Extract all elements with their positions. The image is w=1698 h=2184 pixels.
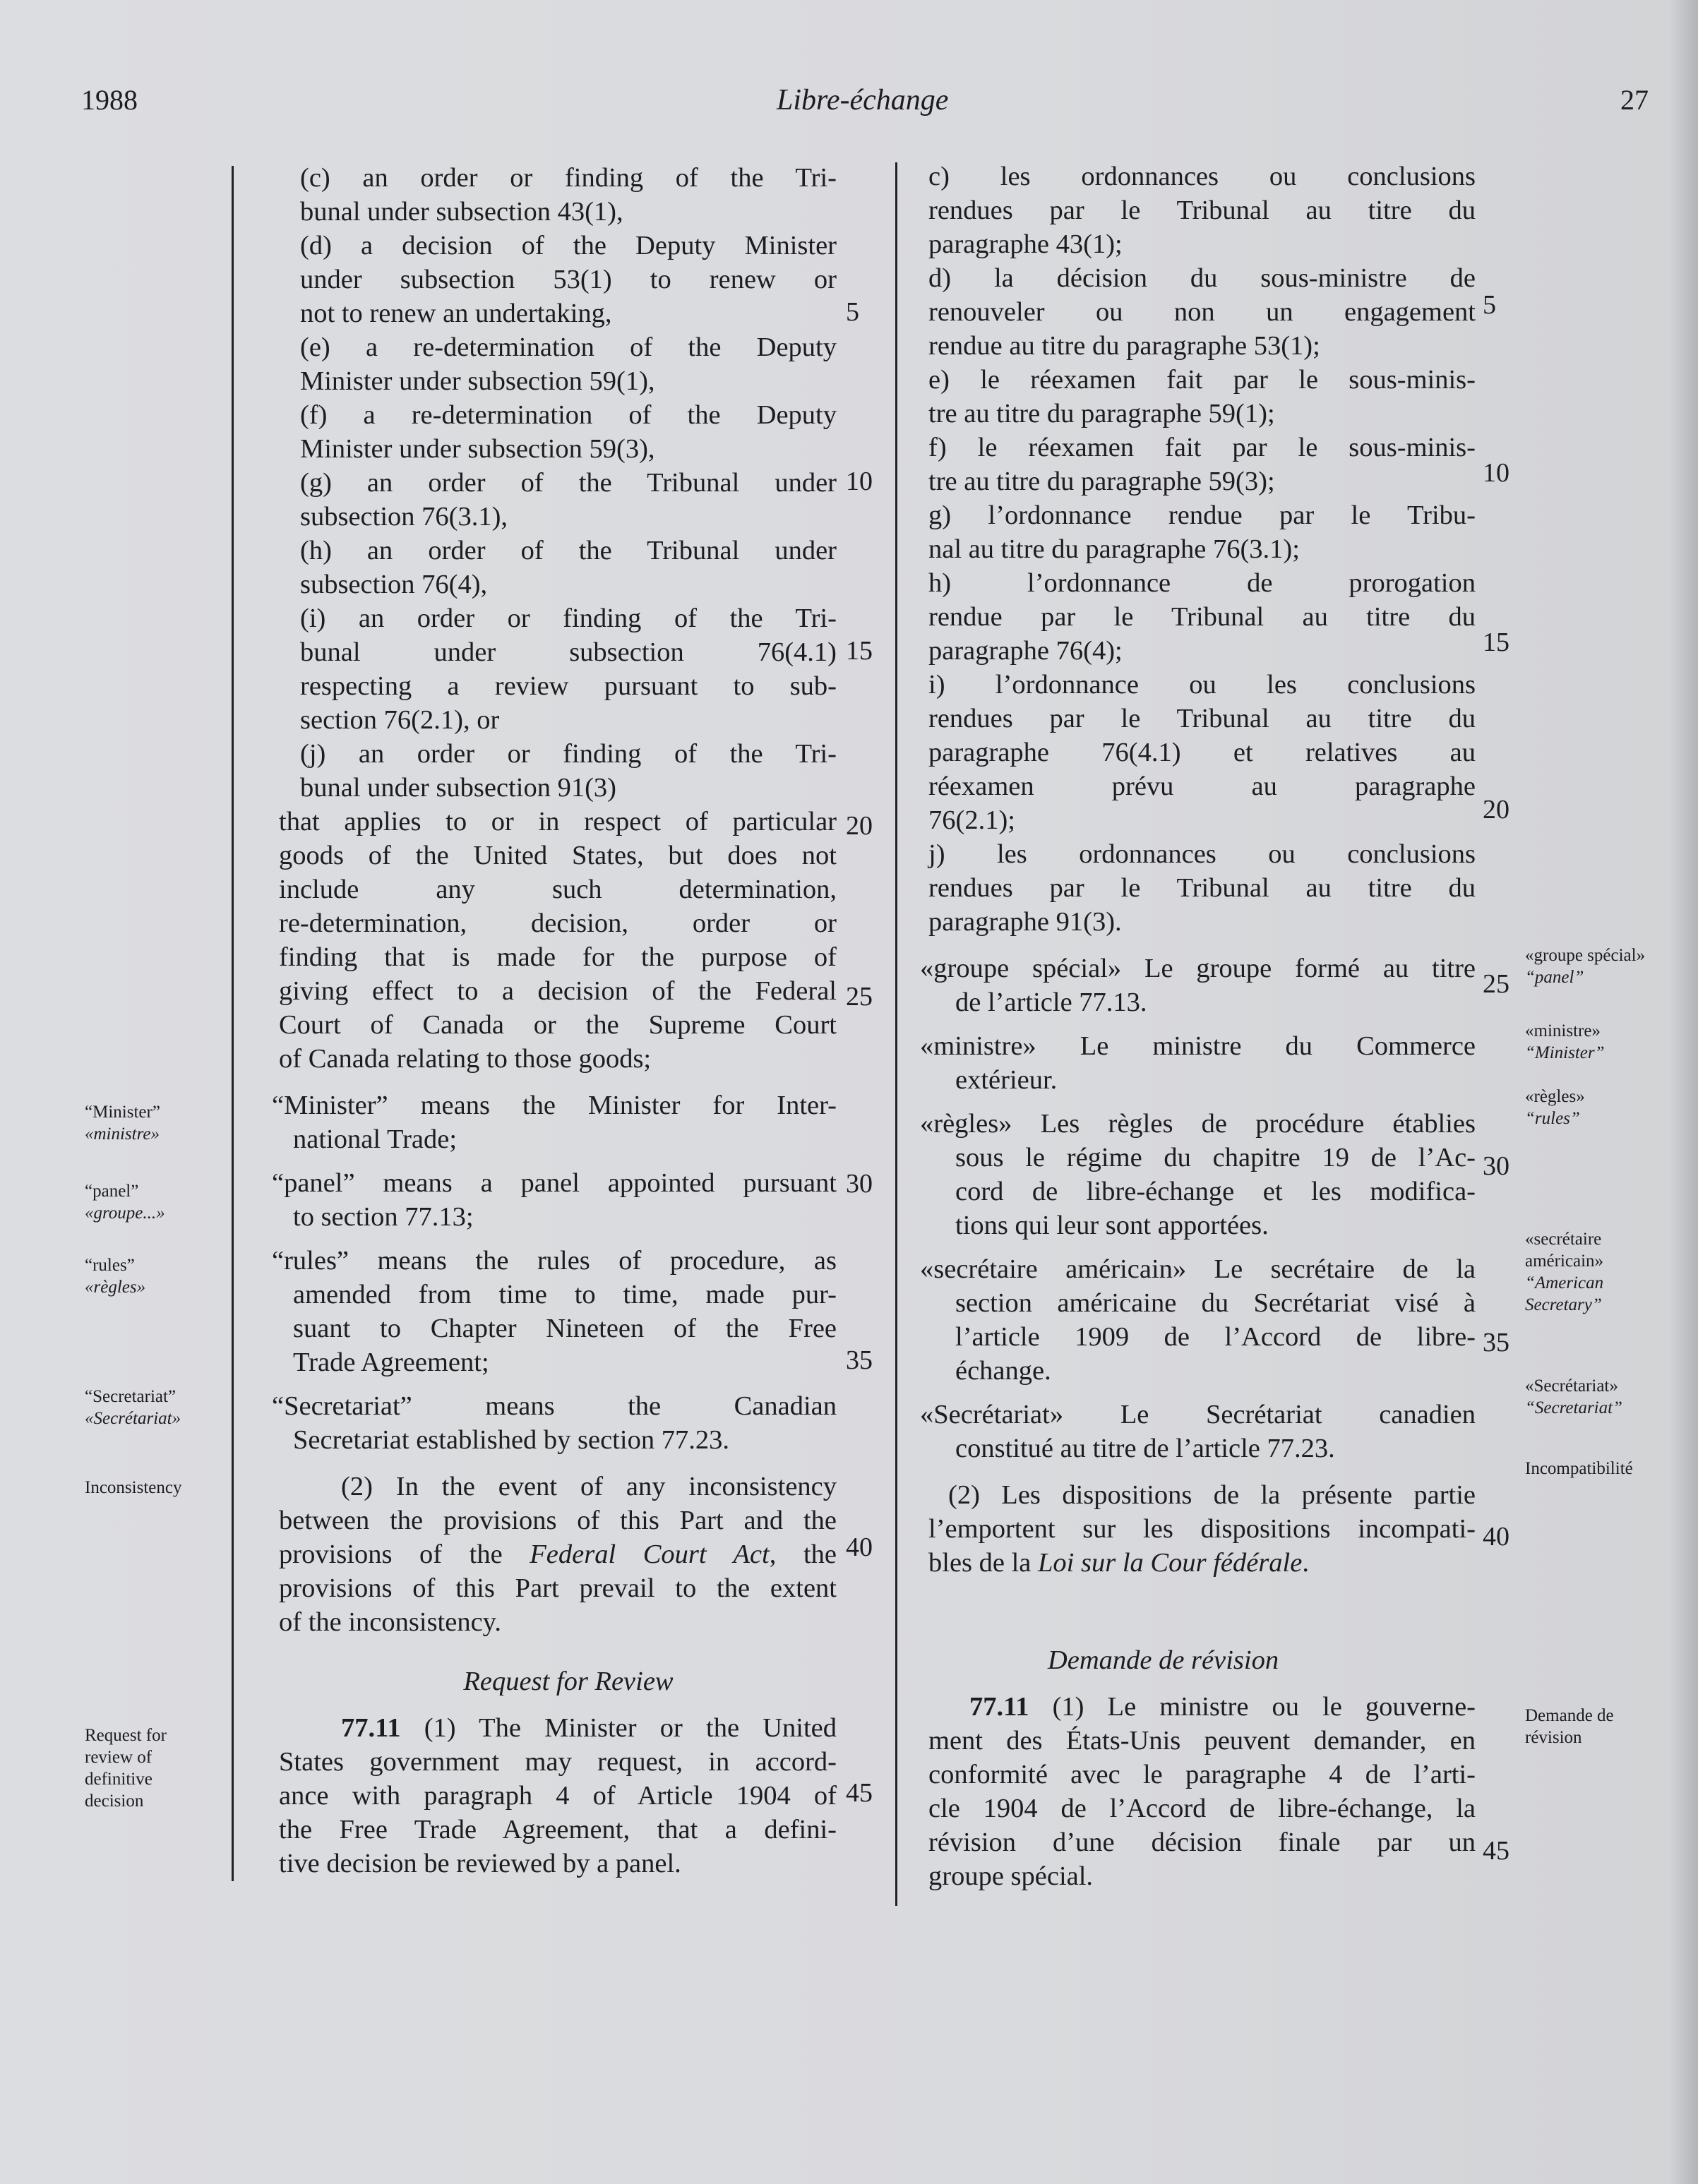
margin-note-inconsistency: Inconsistency (85, 1478, 182, 1497)
french-definition (920, 1398, 1476, 1465)
french-paragraph-line: rendues par le Tribunal au titre du (928, 196, 1476, 225)
french-definition-line: sous le régime du chapitre 19 de l’Ac- (955, 1143, 1476, 1172)
margin-note-panel: “panel” «groupe...» (85, 1182, 165, 1223)
header-title: Libre-échange (777, 84, 949, 116)
english-definition-line: Secretariat established by section 77.23. (293, 1425, 729, 1455)
french-definition-line: «ministre» Le ministre du Commerce (920, 1031, 1476, 1061)
english-paragraph-line: goods of the United States, but does not (279, 841, 837, 870)
french-section-line-6: groupe spécial. (928, 1861, 1094, 1891)
french-paragraph-line: rendues par le Tribunal au titre du (928, 704, 1476, 733)
french-paragraph-line: renouveler ou non un engagement (928, 297, 1476, 327)
line-number-fr-40: 40 (1483, 1522, 1509, 1552)
english-definition (272, 1244, 837, 1379)
english-section-line-2: States government may request, in accord- (279, 1747, 837, 1777)
english-section-number: 77.11 (341, 1713, 401, 1743)
english-paragraph-line: respecting a review pursuant to sub- (300, 671, 837, 701)
english-paragraph-line: bunal under subsection 43(1), (300, 197, 623, 227)
french-paragraph-line: c) les ordonnances ou conclusions (928, 162, 1476, 191)
french-paragraph-line: rendue par le Tribunal au titre du (928, 602, 1476, 632)
line-number-en-15: 15 (846, 636, 873, 666)
english-paragraph-line: Minister under subsection 59(1), (300, 366, 655, 396)
center-column-rule (895, 162, 897, 1906)
english-paragraph-line: that applies to or in respect of particular (279, 807, 837, 836)
english-definition-line: suant to Chapter Nineteen of the Free (293, 1314, 837, 1343)
french-paragraph-line: d) la décision du sous-ministre de (928, 263, 1476, 293)
margin-note-secretaire-americain: «secrétaire américain» “American Secretary” (1525, 1230, 1604, 1314)
french-section-line-4: cle 1904 de l’Accord de libre-échange, la (928, 1794, 1476, 1823)
french-definition-line: cord de libre-échange et les modifica- (955, 1177, 1476, 1206)
french-definition-line: «secrétaire américain» Le secrétaire de la (920, 1254, 1476, 1284)
english-heading: Request for Review (463, 1667, 674, 1696)
french-definition-line: «règles» Les règles de procédure établies (920, 1109, 1476, 1139)
french-paragraph-line: g) l’ordonnance rendue par le Tribu- (928, 500, 1476, 530)
english-paragraph-line: Court of Canada or the Supreme Court (279, 1010, 837, 1040)
margin-note-demande-de-revision: Demande de révision (1525, 1706, 1614, 1747)
english-paragraph-line: Minister under subsection 59(3), (300, 434, 655, 464)
french-definition (920, 1107, 1476, 1242)
english-definition (272, 1389, 837, 1457)
french-definition-line: «groupe spécial» Le groupe formé au titre (920, 954, 1476, 983)
english-paragraph-list (279, 161, 837, 1076)
line-number-en-40: 40 (846, 1532, 873, 1562)
english-definition (272, 1088, 837, 1156)
english-paragraph-line: (f) a re-determination of the Deputy (300, 400, 837, 430)
french-paragraph-line: h) l’ordonnance de prorogation (928, 568, 1476, 598)
french-paragraph-line: paragraphe 43(1); (928, 229, 1123, 259)
english-paragraph-line: section 76(2.1), or (300, 705, 500, 735)
french-heading: Demande de révision (1047, 1645, 1279, 1675)
french-definition-line: l’article 1909 de l’Accord de libre- (955, 1322, 1476, 1352)
english-paragraph-line: (j) an order or finding of the Tri- (300, 739, 837, 769)
header-year: 1988 (81, 84, 138, 116)
line-number-fr-35: 35 (1483, 1328, 1509, 1357)
english-paragraph-line: of Canada relating to those goods; (279, 1044, 652, 1074)
french-paragraph-line: e) le réexamen fait par le sous-minis- (928, 365, 1476, 395)
english-definition (272, 1166, 837, 1234)
english-paragraph-line: subsection 76(4), (300, 570, 488, 599)
english-definition-line: amended from time to time, made pur- (293, 1280, 837, 1309)
french-definition-line: constitué au titre de l’article 77.23. (955, 1434, 1335, 1463)
left-column-rule (232, 166, 234, 1881)
english-paragraph-line: (c) an order or finding of the Tri- (300, 163, 837, 193)
french-definition (920, 1029, 1476, 1097)
english-paragraph-line: include any such determination, (279, 875, 837, 904)
english-section-line-1: 77.11 (1) The Minister or the United (341, 1713, 837, 1743)
french-definition (920, 1252, 1476, 1388)
english-definition-line: “rules” means the rules of procedure, as (272, 1246, 837, 1276)
english-paragraph-line: bunal under subsection 76(4.1) (300, 637, 837, 667)
line-number-en-10: 10 (846, 467, 873, 496)
line-number-en-20: 20 (846, 811, 873, 841)
french-paragraph-line: f) le réexamen fait par le sous-minis- (928, 433, 1476, 462)
header-page-number: 27 (1620, 84, 1649, 116)
french-definitions (920, 952, 1476, 1465)
french-paragraph-list (928, 160, 1476, 939)
french-subsection-2-line-1: (2) Les dispositions de la présente partie (948, 1480, 1476, 1510)
english-column (272, 161, 837, 1880)
english-paragraph-line: not to renew an undertaking, (300, 299, 612, 328)
line-number-en-30: 30 (846, 1169, 873, 1199)
english-paragraph-line: bunal under subsection 91(3) (300, 773, 616, 803)
french-paragraph-line: tre au titre du paragraphe 59(3); (928, 467, 1275, 496)
loi-cour-federale-title: Loi sur la Cour fédérale (1038, 1548, 1303, 1578)
line-number-fr-25: 25 (1483, 969, 1509, 999)
english-subsection-2-line-2: between the provisions of this Part and the (279, 1506, 837, 1535)
french-definition (920, 952, 1476, 1019)
line-number-fr-10: 10 (1483, 458, 1509, 488)
french-paragraph-line: réexamen prévu au paragraphe (928, 772, 1476, 801)
english-definitions (272, 1088, 837, 1457)
english-paragraph-line: giving effect to a decision of the Federal (279, 976, 837, 1006)
french-section-line-2: ment des États-Unis peuvent demander, en (928, 1726, 1476, 1756)
french-paragraph-line: rendues par le Tribunal au titre du (928, 873, 1476, 903)
english-definition-line: national Trade; (293, 1124, 458, 1154)
margin-note-secretariat: “Secretariat” «Secrétariat» (85, 1387, 181, 1428)
line-number-fr-20: 20 (1483, 795, 1509, 824)
french-definition-line: section américaine du Secrétariat visé à (955, 1288, 1476, 1318)
federal-court-act-title: Federal Court Act (530, 1540, 770, 1569)
line-number-en-45: 45 (846, 1778, 873, 1808)
margin-note-groupe-special: «groupe spécial» “panel” (1525, 946, 1646, 987)
line-number-fr-5: 5 (1483, 290, 1496, 320)
line-number-en-35: 35 (846, 1345, 873, 1375)
french-subsection-2-line-3: bles de la Loi sur la Cour fédérale. (928, 1548, 1309, 1578)
french-definition-line: «Secrétariat» Le Secrétariat canadien (920, 1400, 1476, 1429)
margin-note-incompatibilite: Incompatibilité (1525, 1459, 1633, 1478)
english-paragraph-line: subsection 76(3.1), (300, 502, 508, 532)
french-definition-line: échange. (955, 1356, 1051, 1386)
english-paragraph-line: (h) an order of the Tribunal under (300, 536, 837, 565)
french-definition-line: de l’article 77.13. (955, 988, 1147, 1017)
english-subsection-2-line-1: (2) In the event of any inconsistency (341, 1472, 837, 1501)
line-number-en-5: 5 (846, 297, 859, 327)
french-paragraph-line: nal au titre du paragraphe 76(3.1); (928, 534, 1300, 564)
french-section-line-5: révision d’une décision finale par un (928, 1828, 1476, 1857)
english-paragraph-line: (i) an order or finding of the Tri- (300, 604, 837, 633)
french-paragraph-line: 76(2.1); (928, 805, 1015, 835)
margin-note-secretariat-fr: «Secrétariat» “Secretariat” (1525, 1376, 1622, 1417)
line-number-fr-45: 45 (1483, 1836, 1509, 1866)
english-paragraph-line: (e) a re-determination of the Deputy (300, 332, 837, 362)
french-paragraph-line: i) l’ordonnance ou les conclusions (928, 670, 1476, 700)
french-paragraph-line: j) les ordonnances ou conclusions (928, 839, 1476, 869)
english-definition-line: “Minister” means the Minister for Inter- (272, 1091, 837, 1120)
french-paragraph-line: rendue au titre du paragraphe 53(1); (928, 331, 1320, 361)
english-section-line-5: tive decision be reviewed by a panel. (279, 1849, 681, 1878)
english-paragraph-line: re-determination, decision, order or (279, 908, 837, 938)
english-paragraph-line: finding that is made for the purpose of (279, 942, 837, 972)
margin-note-rules: “rules” «règles» (85, 1256, 146, 1297)
english-definition-line: “Secretariat” means the Canadian (272, 1391, 837, 1421)
french-paragraph-line: paragraphe 91(3). (928, 907, 1122, 937)
french-column (920, 160, 1476, 1893)
french-definition-line: extérieur. (955, 1065, 1058, 1095)
english-subsection-2-line-4: provisions of this Part prevail to the extent (279, 1573, 837, 1603)
english-paragraph-line: (g) an order of the Tribunal under (300, 468, 837, 498)
english-subsection-2-line-5: of the inconsistency. (279, 1607, 502, 1637)
english-section-line-4: the Free Trade Agreement, that a defini- (279, 1815, 837, 1844)
french-paragraph-line: paragraphe 76(4); (928, 636, 1123, 666)
english-definition-line: Trade Agreement; (293, 1348, 489, 1377)
french-subsection-2-line-2: l’emportent sur les dispositions incompati- (928, 1514, 1476, 1544)
english-subsection-2-line-3: provisions of the Federal Court Act, the (279, 1540, 837, 1569)
line-number-en-25: 25 (846, 982, 873, 1012)
english-paragraph-line: under subsection 53(1) to renew or (300, 265, 837, 294)
margin-note-request-for-review: Request for review of definitive decision (85, 1726, 167, 1811)
line-number-fr-15: 15 (1483, 628, 1509, 657)
french-section-line-1: 77.11 (1) Le ministre ou le gouverne- (969, 1692, 1476, 1722)
french-section-number: 77.11 (969, 1692, 1029, 1722)
english-paragraph-line: (d) a decision of the Deputy Minister (300, 231, 837, 260)
margin-note-ministre: «ministre» “Minister” (1525, 1021, 1605, 1062)
english-definition-line: to section 77.13; (293, 1202, 474, 1232)
margin-note-minister: “Minister” «ministre» (85, 1103, 160, 1144)
line-number-fr-30: 30 (1483, 1151, 1509, 1181)
french-section-line-3: conformité avec le paragraphe 4 de l’arti- (928, 1760, 1476, 1789)
margin-note-regles: «règles» “rules” (1525, 1087, 1585, 1128)
english-section-line-3: ance with paragraph 4 of Article 1904 of (279, 1781, 837, 1811)
english-definition-line: “panel” means a panel appointed pursuant (272, 1168, 837, 1198)
french-paragraph-line: tre au titre du paragraphe 59(1); (928, 399, 1275, 428)
french-definition-line: tions qui leur sont apportées. (955, 1211, 1269, 1240)
french-paragraph-line: paragraphe 76(4.1) et relatives au (928, 738, 1476, 767)
